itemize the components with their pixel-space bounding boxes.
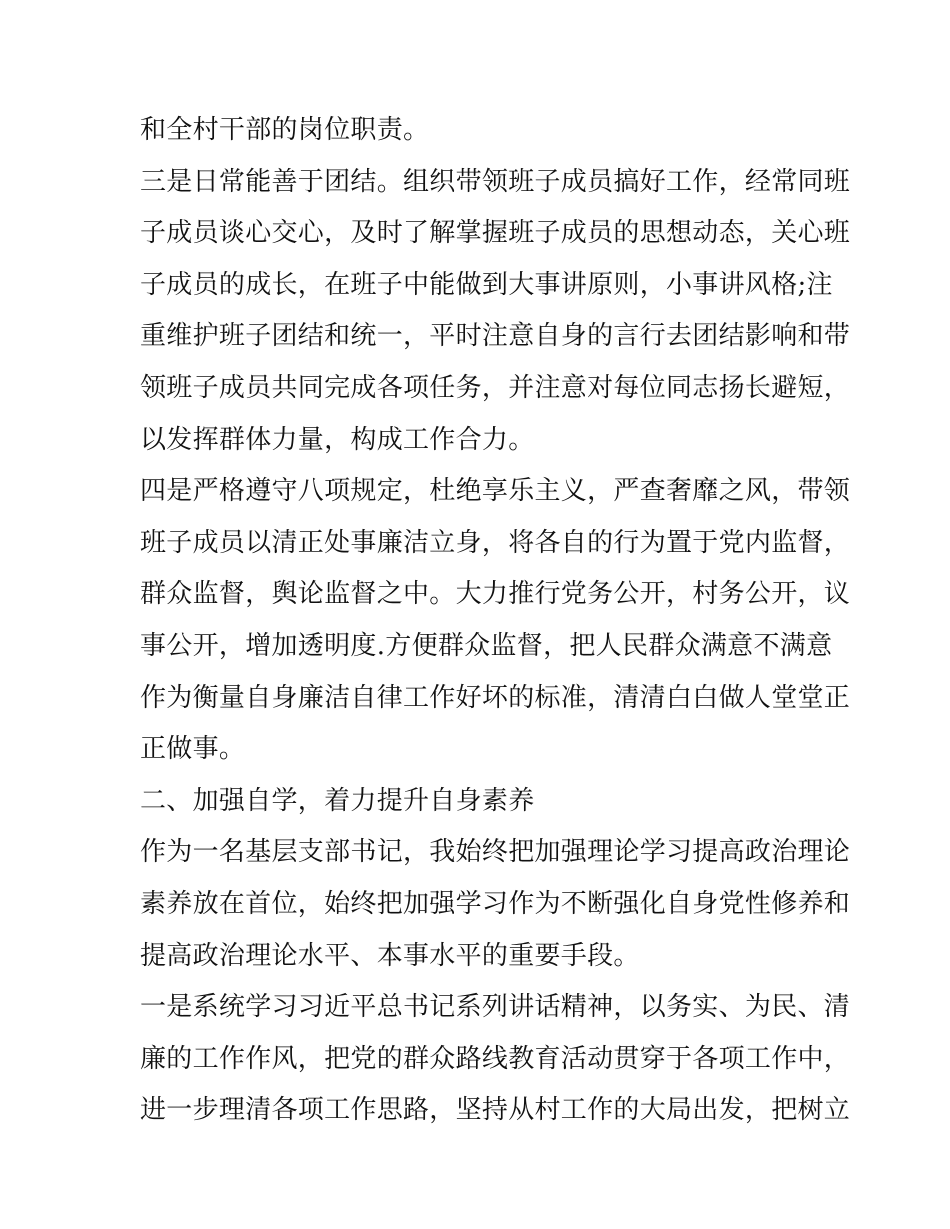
text-line: 以发挥群体力量，构成工作合力。 [140,424,535,455]
text-line: 进一步理清各项工作思路，坚持从村工作的大局出发，把树立 [140,1095,851,1126]
section-heading: 二、加强自学，着力提升自身素养 [140,785,535,816]
text-line: 子成员的成长，在班子中能做到大事讲原则，小事讲风格;注 [140,269,833,300]
text-line: 群众监督，舆论监督之中。大力推行党务公开，村务公开，议 [140,579,851,610]
text-line: 提高政治理论水平、本事水平的重要手段。 [140,940,640,971]
text-line: 和全村干部的岗位职责。 [140,115,430,145]
text-line: 事公开，增加透明度.方便群众监督，把人民群众满意不满意 [140,630,833,661]
text-line: 领班子成员共同完成各项任务，并注意对每位同志扬长避短， [140,372,851,403]
document-body [140,105,851,1137]
text-line: 正做事。 [140,734,246,765]
text-line: 重维护班子团结和统一，平时注意自身的言行去团结影响和带 [140,321,851,352]
text-line: 班子成员以清正处事廉洁立身，将各自的行为置于党内监督， [140,527,851,558]
text-line: 廉的工作作风，把党的群众路线教育活动贯穿于各项工作中， [140,1043,851,1074]
text-line: 作为衡量自身廉洁自律工作好坏的标准，清清白白做人堂堂正 [140,682,851,713]
text-line: 作为一名基层支部书记，我始终把加强理论学习提高政治理论 [140,837,851,868]
text-line: 一是系统学习习近平总书记系列讲话精神，以务实、为民、清 [140,992,851,1023]
text-line: 三是日常能善于团结。组织带领班子成员搞好工作，经常同班 [140,166,851,197]
text-line: 四是严格遵守八项规定，杜绝享乐主义，严查奢靡之风，带领 [140,476,851,507]
text-line: 素养放在首位，始终把加强学习作为不断强化自身党性修养和 [140,888,851,919]
text-line: 子成员谈心交心，及时了解掌握班子成员的思想动态，关心班 [140,218,851,249]
